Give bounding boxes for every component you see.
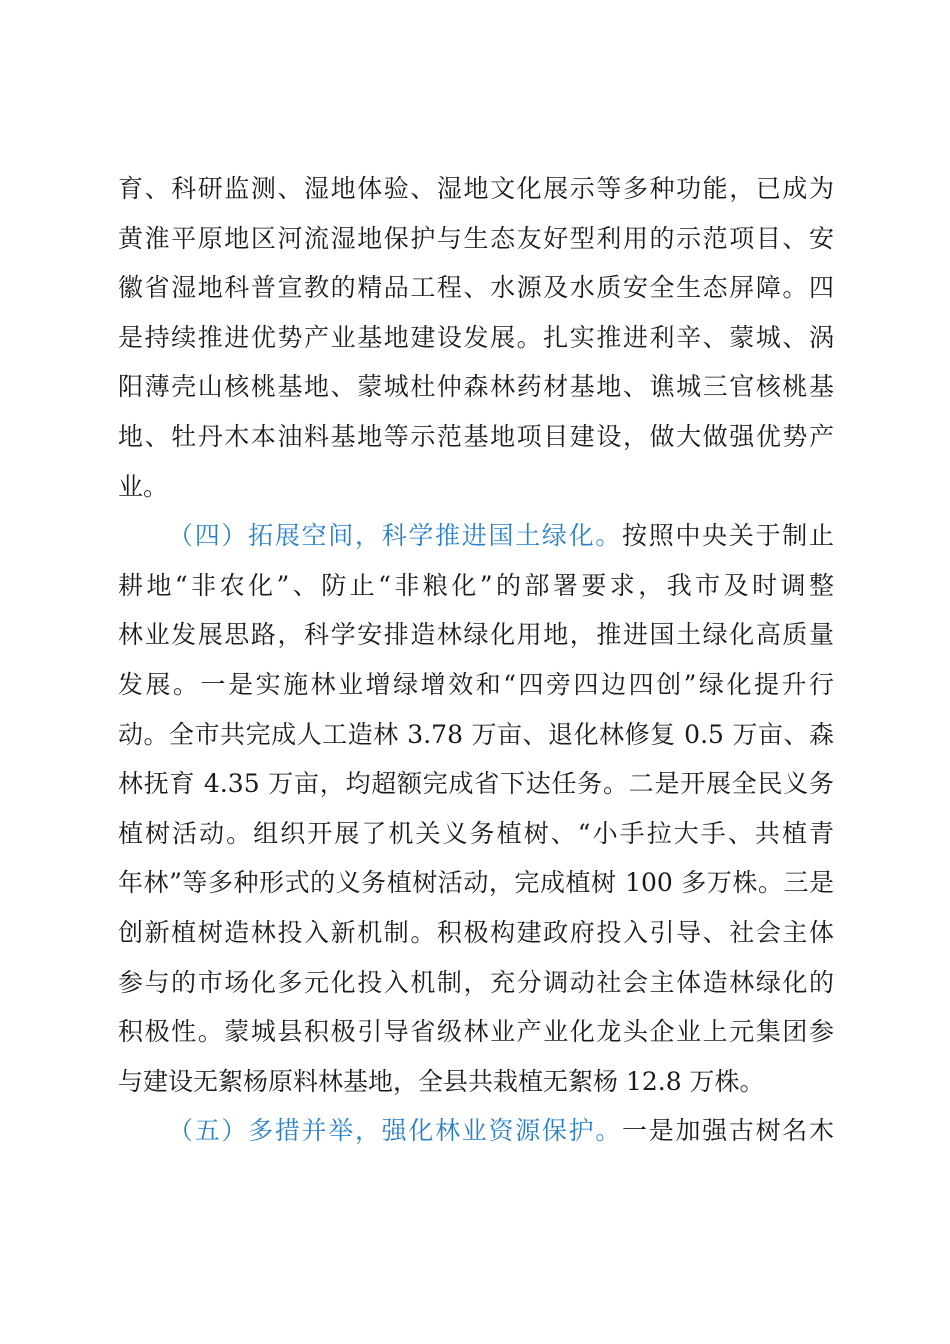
section-4-heading: （四）拓展空间，科学推进国土绿化。	[168, 521, 623, 551]
text-line: 与建设无絮杨原料林基地，全县共栽植无絮杨 12.8 万株。	[118, 1066, 765, 1096]
section-4-first-line	[118, 511, 834, 561]
text-line: 徽省湿地科普宣教的精品工程、水源及水质安全生态屏障。四	[118, 273, 834, 303]
text-line: 林抚育 4.35 万亩，均超额完成省下达任务。二是开展全民义务	[118, 769, 834, 799]
text-line: 业。	[118, 471, 169, 501]
text-line: 林业发展思路，科学安排造林绿化用地，推进国土绿化高质量	[118, 620, 834, 650]
text-line: 植树活动。组织开展了机关义务植树、“小手拉大手、共植青	[118, 818, 834, 848]
section-4-text: 按照中央关于制止	[622, 521, 834, 551]
body-text	[118, 164, 834, 1156]
text-line: 黄淮平原地区河流湿地保护与生态友好型利用的示范项目、安	[118, 223, 834, 253]
text-line: 参与的市场化多元化投入机制，充分调动社会主体造林绿化的	[118, 967, 834, 997]
text-line: 创新植树造林投入新机制。积极构建政府投入引导、社会主体	[118, 917, 834, 947]
text-line: 年林”等多种形式的义务植树活动，完成植树 100 多万株。三是	[118, 868, 834, 898]
text-line: 发展。一是实施林业增绿增效和“四旁四边四创”绿化提升行	[118, 669, 834, 699]
text-line: 动。全市共完成人工造林 3.78 万亩、退化林修复 0.5 万亩、森	[118, 719, 834, 749]
text-line: 是持续推进优势产业基地建设发展。扎实推进利辛、蒙城、涡	[118, 322, 834, 352]
section-5-heading: （五）多措并举，强化林业资源保护。	[168, 1116, 623, 1146]
text-line: 耕地“非农化”、防止“非粮化”的部署要求，我市及时调整	[118, 570, 834, 600]
section-5-text: 一是加强古树名木	[622, 1116, 834, 1146]
text-line: 阳薄壳山核桃基地、蒙城杜仲森林药材基地、谯城三官核桃基	[118, 372, 834, 402]
section-5-first-line	[118, 1106, 834, 1156]
text-line: 育、科研监测、湿地体验、湿地文化展示等多种功能，已成为	[118, 174, 834, 203]
text-line: 地、牡丹木本油料基地等示范基地项目建设，做大做强优势产	[118, 421, 834, 451]
text-line: 积极性。蒙城县积极引导省级林业产业化龙头企业上元集团参	[118, 1017, 834, 1047]
